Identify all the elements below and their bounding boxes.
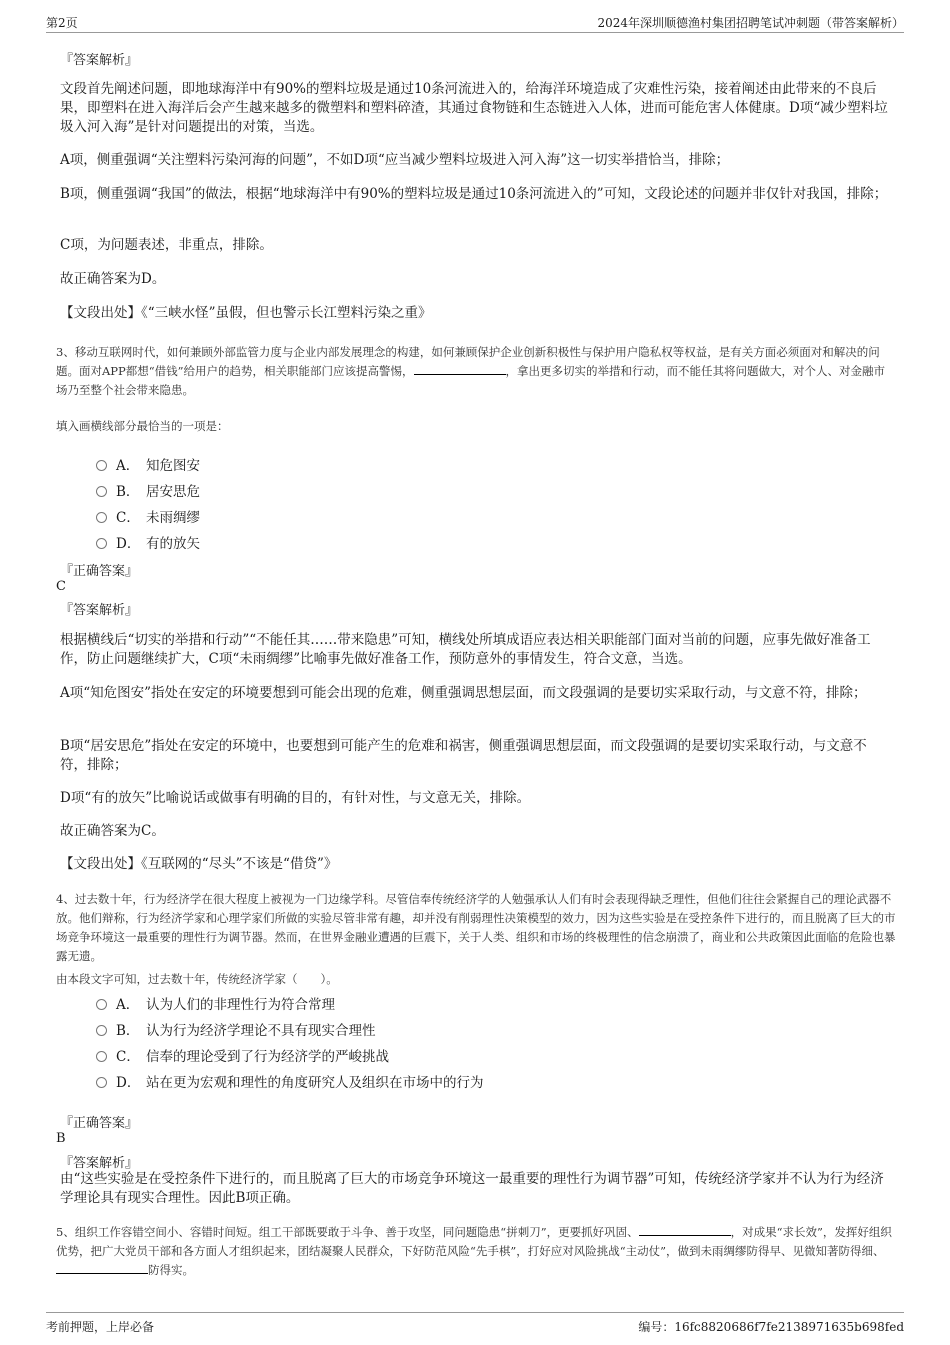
q3-option-d[interactable]: D． 有的放矢 <box>96 532 200 550</box>
q2-analysis-para2: A项，侧重强调“关注塑料污染河海的问题”，不如D项“应当减少塑料垃圾进入河入海”这一切实举措恰当，排除； <box>60 152 730 168</box>
q4-answer: B <box>56 1131 66 1146</box>
radio-icon[interactable] <box>96 999 107 1010</box>
q4-analysis-label: 『答案解析』 <box>60 1156 139 1171</box>
radio-icon[interactable] <box>96 486 107 497</box>
q3-stem: 3、移动互联网时代，如何兼顾外部监管力度与企业内部发展理念的构建，如何兼顾保护企业创新积极性与保护用户隐私权等权益，是有关方面必须面对和解决的问题。面对APP都想“借钱”给用户的趋势，相关职能部门应该提高警惕， ，拿出更多切实的举措和行动，而不能任其将问题做大，对个人、对金融市场乃至整个社会带来隐患。 <box>56 345 886 397</box>
q2-analysis-para1: 文段首先阐述问题，即地球海洋中有90%的塑料垃圾是通过10条河流进入的，给海洋环境造成了灾难性污染，接着阐述由此带来的不良后果，即塑料在进入海洋后会产生越来越多的微塑料和塑料碎渣，其通过食物链和生态链进入人体，进而可能危害人体健康。D项“减少塑料垃圾入河入海”是针对问题提出的对策，当选。 <box>60 81 888 135</box>
q3-analysis-label: 『答案解析』 <box>60 603 139 618</box>
q4-option-c[interactable]: C． 信奉的理论受到了行为经济学的严峻挑战 <box>96 1045 389 1063</box>
q3-analysis-para3: B项“居安思危”指处在安定的环境中，也要想到可能产生的危难和祸害，侧重强调思想层面，而文段强调的是要切实采取行动，与文意不符，排除； <box>60 738 867 773</box>
q3-answer: C <box>56 579 66 594</box>
page-footer <box>46 1312 904 1337</box>
q2-source: 【文段出处】《“三峡水怪”虽假，但也警示长江塑料污染之重》 <box>60 305 432 321</box>
page-number: 第2页 <box>46 16 78 30</box>
q4-option-b[interactable]: B． 认为行为经济学理论不具有现实合理性 <box>96 1019 376 1037</box>
q3-option-b[interactable]: B． 居安思危 <box>96 480 200 498</box>
radio-icon[interactable] <box>96 460 107 471</box>
q3-analysis-para4: D项“有的放矢”比喻说话或做事有明确的目的，有针对性，与文意无关，排除。 <box>60 790 531 806</box>
q4-analysis: 由“这些实验是在受控条件下进行的，而且脱离了巨大的市场竞争环境这一最重要的理性行为调节器”可知，传统经济学家并不认为行为经济学理论具有现实合理性。因此B项正确。 <box>60 1171 884 1206</box>
q4-option-a[interactable]: A． 认为人们的非理性行为符合常理 <box>96 993 335 1011</box>
q3-analysis-para2: A项“知危图安”指处在安定的环境要想到可能会出现的危难，侧重强调思想层面，而文段强调的是要切实采取行动，与文意不符，排除； <box>60 685 867 701</box>
fill-blank <box>639 1223 731 1236</box>
radio-icon[interactable] <box>96 1051 107 1062</box>
q3-analysis-para5: 故正确答案为C。 <box>60 823 165 839</box>
document-title: 2024年深圳顺德渔村集团招聘笔试冲刺题（带答案解析） <box>597 16 904 30</box>
radio-icon[interactable] <box>96 1025 107 1036</box>
q3-option-c[interactable]: C． 未雨绸缪 <box>96 506 200 524</box>
q2-analysis-para3: B项，侧重强调“我国”的做法，根据“地球海洋中有90%的塑料垃圾是通过10条河流进入的”可知，文段论述的问题并非仅针对我国，排除； <box>60 186 888 202</box>
footer-slogan: 考前押题，上岸必备 <box>46 1320 155 1334</box>
q3-answer-label: 『正确答案』 <box>60 564 139 579</box>
q3-source: 【文段出处】《互联网的“尽头”不该是“借贷”》 <box>60 856 338 872</box>
radio-icon[interactable] <box>96 1077 107 1088</box>
radio-icon[interactable] <box>96 512 107 523</box>
q4-answer-label: 『正确答案』 <box>60 1116 139 1131</box>
fill-blank <box>56 1261 148 1274</box>
page-header <box>46 10 904 33</box>
q2-analysis-label: 『答案解析』 <box>60 53 139 68</box>
q5-stem: 5、组织工作容错空间小、容错时间短。组工干部既要敢于斗争、善于攻坚，同问题隐患“拼刺刀”，更要抓好巩固、 ，对成果“求长效”，发挥好组织优势，把广大党员干部和各方面人才组织起来，团结凝聚人民群众，下好防范风险“先手棋”，打好应对风险挑战“主动仗”，做到未雨绸缪防得早、见微知著防得细、防得实。 <box>56 1225 892 1277</box>
document-id: 编号：16fc8820686f7fe2138971635b698fed <box>638 1320 904 1334</box>
q4-stem: 4、过去数十年，行为经济学在很大程度上被视为一门边缘学科。尽管信奉传统经济学的人勉强承认人们有时会表现得缺乏理性，但他们往往会紧握自己的理论武器不放。他们辩称，行为经济学家和心理学家们所做的实验尽管非常有趣，却并没有削弱理性决策模型的效力，因为这些实验是在受控条件下进行的，而且脱离了巨大的市场竞争环境这一最重要的理性行为调节器。然而，在世界金融业遭遇的巨震下，关于人类、组织和市场的终极理性的信念崩溃了，商业和公共政策因此面临的危险也暴露无遗。 <box>56 892 896 963</box>
q3-prompt: 填入画横线部分最恰当的一项是： <box>56 419 229 433</box>
radio-icon[interactable] <box>96 538 107 549</box>
fill-blank <box>414 362 506 375</box>
q2-analysis-para5: 故正确答案为D。 <box>60 271 166 287</box>
q4-option-d[interactable]: D． 站在更为宏观和理性的角度研究人及组织在市场中的行为 <box>96 1071 484 1089</box>
q2-analysis-para4: C项，为问题表述，非重点，排除。 <box>60 237 273 253</box>
q4-question: 由本段文字可知，过去数十年，传统经济学家（ ）。 <box>56 972 338 986</box>
q3-option-a[interactable]: A． 知危图安 <box>96 454 200 472</box>
q3-analysis-para1: 根据横线后“切实的举措和行动”“不能任其……带来隐患”可知，横线处所填成语应表达相关职能部门面对当前的问题，应事先做好准备工作，防止问题继续扩大，C项“未雨绸缪”比喻事先做好准备工作，预防意外的事情发生，符合文意，当选。 <box>60 632 871 667</box>
